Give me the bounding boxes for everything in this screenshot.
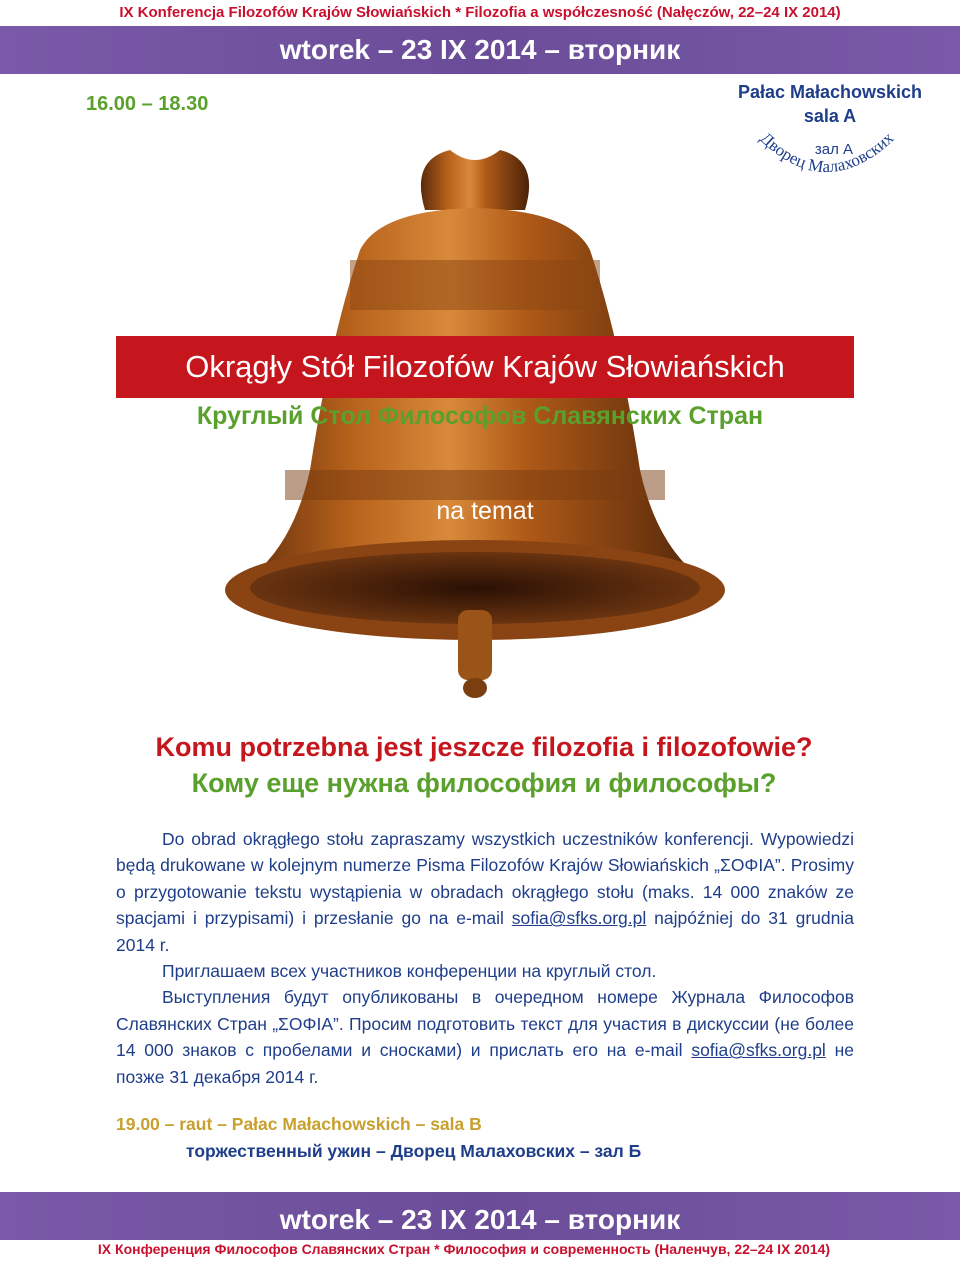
venue-room: sala A xyxy=(803,106,857,126)
roundtable-title-pl: Okrągły Stół Filozofów Krajów Słowiańskich xyxy=(116,336,854,398)
invitation-ru: Выступления будут опубликованы в очередном номере Журнала Философов Славянских Стран „ΣΟΦΙΑ”. Просим подготовить текст для участия в дискуссии (не более 14 000 знаков с пробелами и сносками) и прислать его на e-mail sofia@sfks.org.pl не позже 31 декабря 2014 г. xyxy=(116,987,854,1087)
invitation-ru-intro: Приглашаем всех участников конференции на круглый стол. xyxy=(162,961,657,982)
email-link-ru[interactable]: sofia@sfks.org.pl xyxy=(691,1040,826,1061)
evening-event-pl: 19.00 – raut – Pałac Małachowskich – sala B xyxy=(116,1114,482,1134)
header-day: wtorek – 23 IX 2014 – вторник xyxy=(279,34,681,65)
venue xyxy=(730,80,930,128)
question-ru: Кому еще нужна философия и философы? xyxy=(191,768,777,798)
invitation-pl: Do obrad okrągłego stołu zapraszamy wszystkich uczestników konferencji. Wypowiedzi będą drukowane w kolejnym numerze Pisma Filozofów Krajów Słowiańskich „ΣΟΦΙΑ”. Prosimy o przygotowanie tekstu wystąpienia w obradach okrągłego stołu (maks. 14 000 znaków ze spacjami i przypisami) i przesłanie go na e-mail sofia@sfks.org.pl najpóźniej do 31 grudnia 2014 r. xyxy=(116,829,854,955)
venue-ru-palace: Дворец Малаховских xyxy=(756,128,898,177)
invitation-text xyxy=(116,826,854,1090)
evening-event-ru: торжественный ужин – Дворец Малаховских – зал Б xyxy=(186,1141,642,1161)
roundtable-title-ru: Круглый Стол Философов Славянских Стран xyxy=(196,402,764,430)
header-band xyxy=(0,26,960,74)
conference-title-ru: IX Конференция Философов Славянских Стран * Философия и современность (Наленчув, 22–24 IX 2014) xyxy=(97,1241,831,1257)
footer-band xyxy=(0,1192,960,1240)
email-link-pl[interactable]: sofia@sfks.org.pl xyxy=(511,908,647,929)
venue-name: Pałac Małachowskich xyxy=(737,82,923,102)
topic-label: na temat xyxy=(436,497,534,525)
session-time: 16.00 – 18.30 xyxy=(86,93,209,115)
footer-day: wtorek – 23 IX 2014 – вторник xyxy=(279,1204,681,1235)
question-pl: Komu potrzebna jest jeszcze filozofia i filozofowie? xyxy=(155,732,813,762)
venue-ru-hall: зал А xyxy=(814,141,854,158)
venue-ru-seal xyxy=(748,128,904,200)
conference-title: IX Konferencja Filozofów Krajów Słowiańskich * Filozofia a współczesność (Nałęczów, 22–24 IX 2014) xyxy=(119,4,841,21)
